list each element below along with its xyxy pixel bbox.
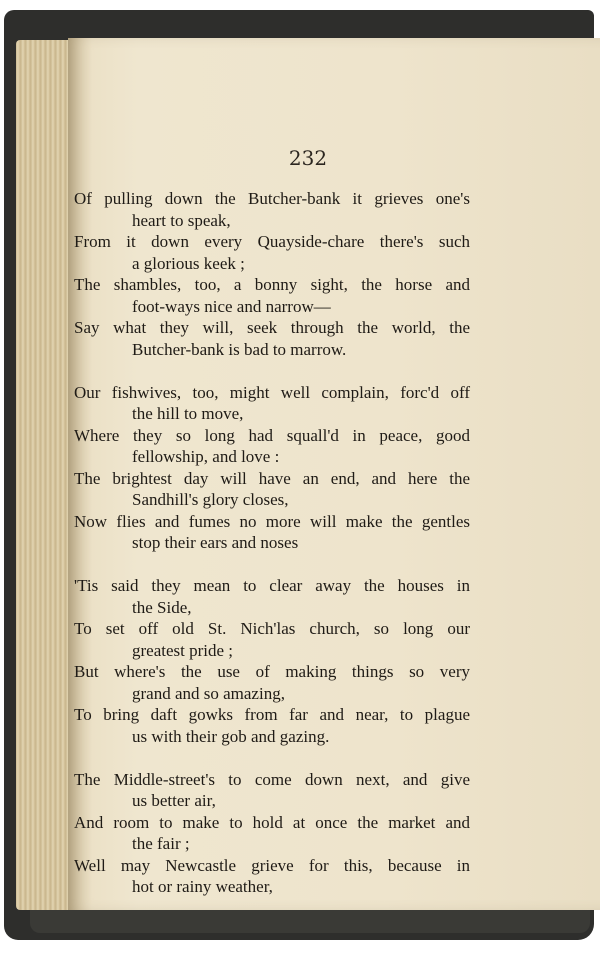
poem-line: To bring daft gowks from far and near, to plague	[74, 705, 470, 724]
stanza	[74, 575, 470, 747]
poem-line-continuation: Butcher-bank is bad to marrow.	[132, 339, 347, 359]
poem-line-continuation: fellowship, and love :	[132, 447, 280, 466]
poem-line: Now flies and fumes no more will make the gentles	[74, 511, 470, 531]
poem-line: The brightest day will have an end, and here the	[74, 468, 470, 488]
poem-line: Where they so long had squall'd in peace, good	[74, 425, 470, 445]
poem-text	[74, 188, 470, 919]
poem-line-continuation: us better air,	[132, 791, 216, 810]
poem-line-continuation: the Side,	[132, 597, 192, 617]
poem-line-continuation: the hill to move,	[132, 404, 244, 423]
poem-line-continuation: hot or rainy weather,	[132, 877, 273, 896]
poem-line: From it down every Quayside-chare there's such	[74, 232, 470, 251]
poem-line-continuation: grand and so amazing,	[132, 683, 285, 703]
poem-line-continuation: Sandhill's glory closes,	[132, 490, 289, 509]
poem-line: Our fishwives, too, might well complain, forc'd off	[74, 382, 470, 402]
poem-line-continuation: foot-ways nice and narrow—	[132, 296, 331, 316]
page-number: 232	[288, 146, 328, 170]
poem-line: Of pulling down the Butcher-bank it grieves one's	[74, 189, 470, 208]
stanza	[74, 769, 470, 898]
stanza	[74, 188, 470, 360]
poem-line-continuation: heart to speak,	[132, 210, 231, 230]
poem-line-continuation: stop their ears and noses	[132, 533, 299, 552]
poem-line: 'Tis said they mean to clear away the houses in	[74, 576, 470, 595]
stanza	[74, 382, 470, 554]
poem-line: Well may Newcastle grieve for this, because in	[74, 855, 470, 875]
poem-line-continuation: the fair ;	[132, 834, 190, 853]
poem-line: Say what they will, seek through the world, the	[74, 318, 470, 337]
poem-line-continuation: us with their gob and gazing.	[132, 726, 330, 746]
poem-line: The Middle-street's to come down next, and give	[74, 769, 470, 789]
poem-line: And room to make to hold at once the market and	[74, 812, 470, 832]
poem-line-continuation: greatest pride ;	[132, 640, 234, 660]
poem-line-continuation: a glorious keek ;	[132, 253, 245, 273]
page-edges	[16, 40, 76, 910]
poem-line: The shambles, too, a bonny sight, the horse and	[74, 275, 470, 294]
poem-line: To set off old St. Nich'las church, so long our	[74, 619, 470, 638]
poem-line: But where's the use of making things so very	[74, 662, 470, 681]
